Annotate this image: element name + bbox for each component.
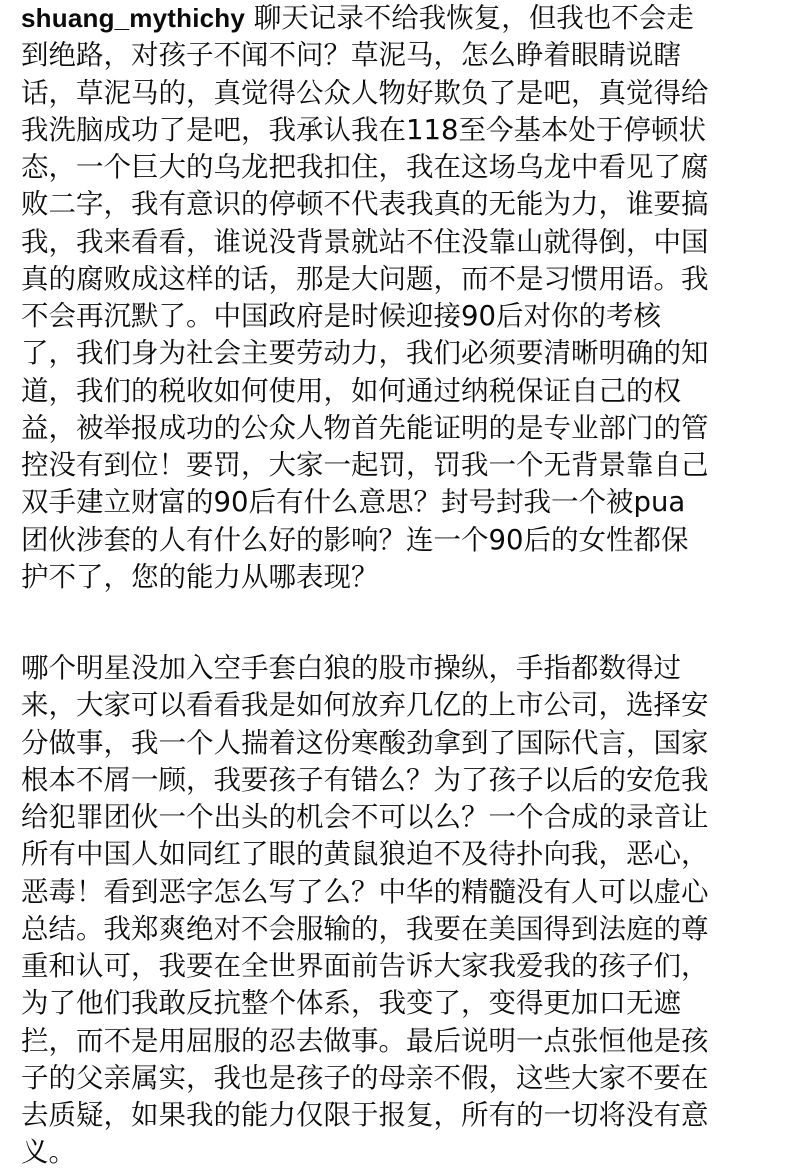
- caption-paragraph-2: [21, 650, 781, 1172]
- caption-line: 给犯罪团伙一个出头的机会不可以么？一个合成的录音让: [21, 801, 709, 833]
- caption-line: 子的父亲属实，我也是孩子的母亲不假，这些大家不要在: [21, 1061, 709, 1094]
- paragraph-spacer: [21, 596, 781, 650]
- caption-line: 益，被举报成功的公众人物首先能证明的是专业部门的管: [21, 411, 709, 444]
- caption-line: 我，我来看看，谁说没背景就站不住没靠山就得倒，中国: [21, 225, 709, 258]
- caption-line: 为了他们我敢反抗整个体系，我变了，变得更加口无遮: [21, 987, 681, 1020]
- caption-line: 恶毒！看到恶字怎么写了么？中华的精髓没有人可以虚心: [21, 875, 709, 908]
- caption-line: 道，我们的税收如何使用，如何通过纳税保证自己的权: [21, 374, 681, 407]
- caption-text: 聊天记录不给我恢复，但我也不会走: [245, 2, 694, 34]
- caption-line: 控没有到位！要罚，大家一起罚，罚我一个无背景靠自己: [21, 449, 709, 481]
- caption-line: 真的腐败成这样的话，那是大问题，而不是习惯用语。我: [21, 262, 709, 295]
- caption-line: 来，大家可以看看我是如何放弃几亿的上市公司，选择安: [21, 689, 709, 722]
- caption-line: 双手建立财富的90后有什么意思？封号封我一个被pua: [21, 486, 686, 519]
- caption-line: 话，草泥马的，真觉得公众人物好欺负了是吧，真觉得给: [21, 76, 709, 109]
- username[interactable]: shuang_mythichy: [21, 3, 246, 33]
- caption-line: 拦，而不是用屈服的忍去做事。最后说明一点张恒他是孩: [21, 1024, 709, 1057]
- caption-line: 败二字，我有意识的停顿不代表我真的无能为力，谁要搞: [21, 188, 709, 221]
- caption-line: 态，一个巨大的乌龙把我扣住，我在这场乌龙中看见了腐: [21, 151, 709, 183]
- caption-line: 所有中国人如同红了眼的黄鼠狼迫不及待扑向我，恶心，: [21, 838, 709, 871]
- caption-line: 分做事，我一个人揣着这份寒酸劲拿到了国际代言，国家: [21, 726, 709, 759]
- post-caption: [21, 0, 781, 1172]
- caption-line: 护不了，您的能力从哪表现？: [21, 560, 379, 593]
- caption-line: 不会再沉默了。中国政府是时候迎接90后对你的考核: [21, 300, 661, 332]
- caption-line: 总结。我郑爽绝对不会服输的，我要在美国得到法庭的尊: [21, 912, 709, 945]
- caption-line: 去质疑，如果我的能力仅限于报复，所有的一切将没有意: [21, 1099, 709, 1131]
- caption-paragraph-1: [21, 0, 781, 596]
- caption-line: 团伙涉套的人有什么好的影响？连一个90后的女性都保: [21, 523, 689, 556]
- caption-line: 到绝路，对孩子不闻不问？草泥马，怎么睁着眼睛说瞎: [21, 39, 681, 72]
- caption-line: 哪个明星没加入空手套白狼的股市操纵，手指都数得过: [21, 652, 681, 684]
- caption-line: 了，我们身为社会主要劳动力，我们必须要清晰明确的知: [21, 337, 709, 370]
- caption-line: 根本不屑一顾，我要孩子有错么？为了孩子以后的安危我: [21, 763, 709, 796]
- caption-line: 义。: [21, 1136, 76, 1169]
- caption-line: 我洗脑成功了是吧，我承认我在118至今基本处于停顿状: [21, 113, 706, 146]
- caption-line: [21, 0, 781, 37]
- caption-line: 重和认可，我要在全世界面前告诉大家我爱我的孩子们，: [21, 950, 709, 982]
